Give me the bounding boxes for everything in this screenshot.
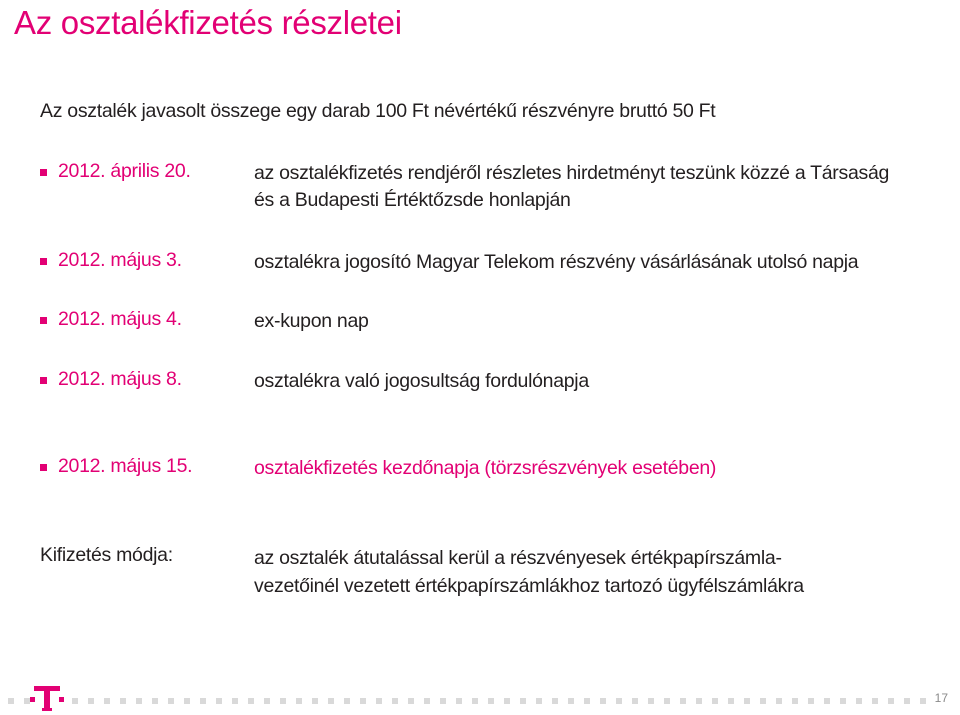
schedule-date: 2012. május 15.	[58, 455, 193, 477]
footer-square	[856, 698, 862, 704]
footer-square	[408, 698, 414, 704]
description-line: ex-kupon nap	[254, 310, 369, 332]
footer-square	[776, 698, 782, 704]
footer-square	[792, 698, 798, 704]
footer-square	[136, 698, 142, 704]
bullet-icon	[40, 317, 47, 324]
footer-square	[904, 698, 910, 704]
footer-square	[328, 698, 334, 704]
footer-square	[280, 698, 286, 704]
footer-square	[920, 698, 926, 704]
footer-square	[360, 698, 366, 704]
intro-text: Az osztalék javasolt összege egy darab 100 Ft névértékű részvényre bruttó 50 Ft	[40, 100, 716, 122]
footer-square	[616, 698, 622, 704]
footer-square	[392, 698, 398, 704]
footer-square	[760, 698, 766, 704]
description-line: és a Budapesti Értéktőzsde honlapján	[254, 189, 571, 211]
footer-square	[872, 698, 878, 704]
footer-square	[72, 698, 78, 704]
page-number: 17	[934, 691, 948, 705]
footer-square	[440, 698, 446, 704]
bullet-icon	[40, 377, 47, 384]
footer-square	[728, 698, 734, 704]
t-logo-icon	[30, 683, 64, 713]
footer-divider	[8, 697, 928, 705]
footer-square	[424, 698, 430, 704]
footer-square	[248, 698, 254, 704]
footer-square	[584, 698, 590, 704]
footer-square	[664, 698, 670, 704]
footer-square	[536, 698, 542, 704]
slide-title: Az osztalékfizetés részletei	[14, 4, 402, 41]
footer-square	[472, 698, 478, 704]
schedule-description	[254, 308, 934, 335]
bullet-icon	[40, 464, 47, 471]
footer-square	[632, 698, 638, 704]
footer-square	[600, 698, 606, 704]
footer-square	[888, 698, 894, 704]
footer-square	[232, 698, 238, 704]
schedule-date: 2012. április 20.	[58, 160, 191, 182]
schedule-description	[254, 368, 934, 395]
schedule-description	[254, 160, 934, 214]
footer-square	[296, 698, 302, 704]
description-line: az osztalék átutalással kerül a részvényesek értékpapírszámla-	[254, 547, 782, 569]
footer-square	[168, 698, 174, 704]
payment-label: Kifizetés módja:	[40, 544, 173, 566]
footer-square	[504, 698, 510, 704]
footer-square	[152, 698, 158, 704]
description-line: osztalékfizetés kezdőnapja (törzsrészvények esetében)	[254, 457, 717, 479]
footer-square	[744, 698, 750, 704]
footer-square	[808, 698, 814, 704]
bullet-icon	[40, 258, 47, 265]
footer-square	[312, 698, 318, 704]
footer-square	[8, 698, 14, 704]
footer-squares	[8, 697, 928, 705]
footer-square	[840, 698, 846, 704]
payment-description	[254, 544, 934, 600]
footer-square	[344, 698, 350, 704]
footer-square	[456, 698, 462, 704]
footer-square	[648, 698, 654, 704]
footer-square	[712, 698, 718, 704]
footer-square	[520, 698, 526, 704]
footer-square	[200, 698, 206, 704]
schedule-description	[254, 249, 934, 276]
footer-square	[376, 698, 382, 704]
footer-square	[88, 698, 94, 704]
description-line: osztalékra való jogosultság fordulónapja	[254, 370, 589, 392]
description-line: osztalékra jogosító Magyar Telekom részvény vásárlásának utolsó napja	[254, 251, 859, 273]
footer-square	[488, 698, 494, 704]
description-line: az osztalékfizetés rendjéről részletes hirdetményt teszünk közzé a Társaság	[254, 162, 890, 184]
bullet-icon	[40, 169, 47, 176]
footer-square	[184, 698, 190, 704]
footer-square	[104, 698, 110, 704]
footer-square	[552, 698, 558, 704]
schedule-description	[254, 455, 934, 482]
footer-square	[824, 698, 830, 704]
description-line: vezetőinél vezetett értékpapírszámlákhoz tartozó ügyfélszámlákra	[254, 575, 804, 597]
footer-square	[120, 698, 126, 704]
footer-square	[696, 698, 702, 704]
footer-square	[680, 698, 686, 704]
footer-square	[216, 698, 222, 704]
footer-square	[568, 698, 574, 704]
schedule-date: 2012. május 4.	[58, 308, 182, 330]
schedule-date: 2012. május 8.	[58, 368, 182, 390]
footer-square	[264, 698, 270, 704]
schedule-date: 2012. május 3.	[58, 249, 182, 271]
